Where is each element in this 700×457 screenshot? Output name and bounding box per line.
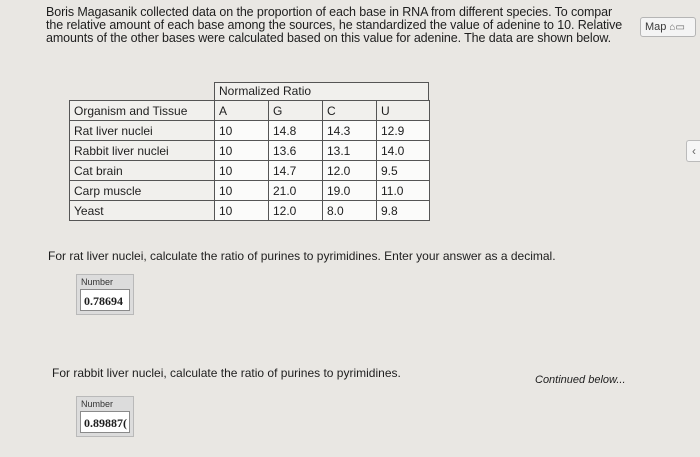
question-1-text: For rat liver nuclei, calculate the ratio of purines to pyrimidines. Enter your answer as a decimal. [48, 249, 556, 263]
map-icon: ⌂▭ [669, 21, 685, 33]
cell-c: 14.3 [323, 121, 377, 141]
cell-g: 21.0 [269, 181, 323, 201]
answer-2-box [76, 396, 134, 437]
header-organism: Organism and Tissue [70, 101, 215, 121]
table-row [70, 121, 430, 141]
cell-u: 11.0 [377, 181, 430, 201]
question-2-text: For rabbit liver nuclei, calculate the ratio of purines to pyrimidines. [52, 366, 401, 380]
cell-organism: Rabbit liver nuclei [70, 141, 215, 161]
cell-c: 19.0 [323, 181, 377, 201]
answer-1-label: Number [81, 277, 114, 287]
cell-u: 12.9 [377, 121, 430, 141]
cell-u: 9.5 [377, 161, 430, 181]
cell-organism: Cat brain [70, 161, 215, 181]
header-g: G [269, 101, 323, 121]
table-row [70, 141, 430, 161]
cell-u: 9.8 [377, 201, 430, 221]
cell-c: 8.0 [323, 201, 377, 221]
cell-a: 10 [215, 201, 269, 221]
header-c: C [323, 101, 377, 121]
intro-line-2: the relative amount of each base among the sources, he standardized the value of adenine to 10. Relative [46, 18, 623, 32]
base-ratio-table [69, 100, 430, 221]
answer-2-label: Number [81, 399, 114, 409]
header-a: A [215, 101, 269, 121]
cell-g: 14.8 [269, 121, 323, 141]
cell-a: 10 [215, 181, 269, 201]
cell-c: 13.1 [323, 141, 377, 161]
intro-line-1: Boris Magasanik collected data on the proportion of each base in RNA from different species. To compar [46, 5, 613, 19]
cell-g: 14.7 [269, 161, 323, 181]
cell-c: 12.0 [323, 161, 377, 181]
side-panel-toggle-icon[interactable]: ‹ [686, 140, 700, 162]
table-row [70, 181, 430, 201]
intro-line-3: amounts of the other bases were calculated based on this value for adenine. The data are shown below. [46, 31, 612, 45]
cell-organism: Yeast [70, 201, 215, 221]
cell-u: 14.0 [377, 141, 430, 161]
answer-1-input[interactable]: 0.78694 [80, 289, 130, 311]
header-u: U [377, 101, 430, 121]
table-header-row [70, 101, 430, 121]
question-intro [46, 6, 646, 45]
table-row [70, 161, 430, 181]
table-group-title: Normalized Ratio [214, 82, 429, 100]
cell-organism: Rat liver nuclei [70, 121, 215, 141]
map-button-label: Map [645, 21, 667, 33]
cell-a: 10 [215, 141, 269, 161]
cell-organism: Carp muscle [70, 181, 215, 201]
answer-2-input[interactable]: 0.89887( [80, 411, 130, 433]
cell-a: 10 [215, 121, 269, 141]
map-button[interactable] [640, 17, 696, 37]
cell-g: 13.6 [269, 141, 323, 161]
continued-note: Continued below... [535, 374, 626, 386]
table-row [70, 201, 430, 221]
cell-a: 10 [215, 161, 269, 181]
answer-1-box [76, 274, 134, 315]
cell-g: 12.0 [269, 201, 323, 221]
